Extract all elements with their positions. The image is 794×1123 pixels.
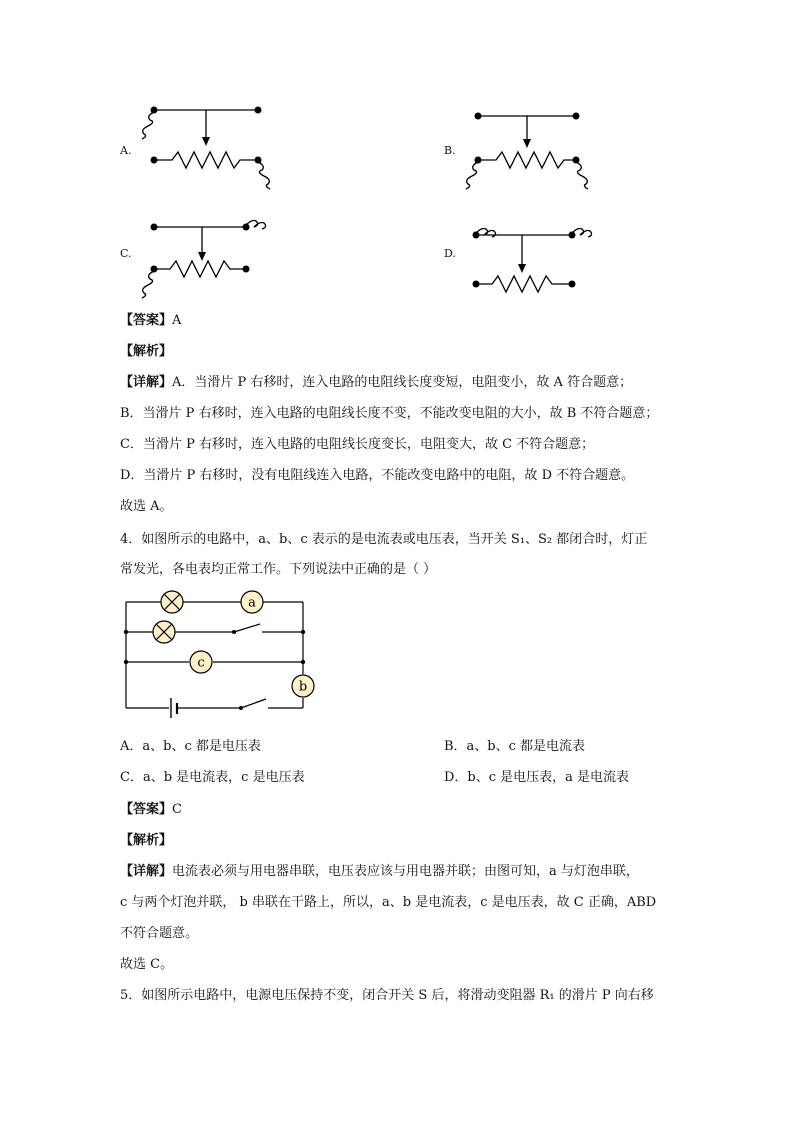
q4-analysis-label: 【解析】	[120, 833, 173, 848]
rheostat-diagram-a	[140, 100, 280, 195]
detail-text: A．当滑片 P 右移时，连入电路的电阻线长度变短，电阻变小，故 A 符合题意；	[172, 375, 633, 390]
q3-detail-line-2: B．当滑片 P 右移时，连入电路的电阻线长度不变，不能改变电阻的大小，故 B 不符合题意；	[120, 406, 659, 421]
detail-label: 【详解】	[120, 375, 173, 390]
q3-conclusion: 故选 A。	[120, 499, 173, 514]
lamp-icon	[153, 621, 175, 643]
q4-detail-line-2: c 与两个灯泡并联， b 串联在干路上，所以，a、b 是电流表，c 是电压表，故 C 正确，ABD	[120, 895, 657, 910]
answer-value: C	[172, 802, 182, 817]
q3-analysis-label: 【解析】	[120, 344, 173, 359]
q4-option-c: C．a、b 是电流表，c 是电压表	[120, 770, 305, 785]
detail-label: 【详解】	[120, 864, 173, 879]
q4-stem-line-2: 常发光，各电表均正常工作。下列说法中正确的是（ ）	[120, 562, 437, 577]
q4-option-a: A．a、b、c 都是电压表	[120, 739, 261, 754]
q4-detail-line-1	[120, 864, 639, 880]
q4-option-d: D．b、c 是电压表，a 是电流表	[444, 770, 630, 785]
option-a-label: A.	[120, 144, 132, 157]
q4-stem-line-1: 4．如图所示的电路中，a、b、c 表示的是电流表或电压表，当开关 S₁、S₂ 都闭合时，灯正	[120, 532, 648, 547]
meter-c-label: c	[197, 655, 205, 671]
answer-label: 【答案】	[120, 802, 173, 817]
option-c-label: C.	[120, 247, 132, 260]
q5-stem-line-1: 5．如图所示电路中，电源电压保持不变，闭合开关 S 后，将滑动变阻器 R₁ 的滑片 P 向右移	[120, 988, 654, 1003]
q3-detail-line-1	[120, 375, 632, 391]
q4-answer	[120, 802, 182, 818]
q4-detail-line-3: 不符合题意。	[120, 926, 199, 941]
option-b-label: B.	[444, 144, 456, 157]
q3-answer	[120, 313, 181, 329]
meter-b-label: b	[298, 679, 308, 695]
detail-text: 电流表必须与用电器串联，电压表应该与用电器并联；由图可知，a 与灯泡串联，	[172, 864, 639, 879]
option-d-label: D.	[444, 247, 456, 260]
q4-option-b: B．a、b、c 都是电流表	[444, 739, 586, 754]
q4-circuit-diagram	[120, 588, 315, 718]
meter-a-label: a	[248, 595, 256, 611]
lamp-icon	[161, 591, 183, 613]
q3-detail-line-3: C．当滑片 P 右移时，连入电路的电阻线长度变长，电阻变大，故 C 不符合题意；	[120, 437, 595, 452]
answer-value: A	[172, 313, 182, 328]
rheostat-diagram-b	[464, 100, 604, 195]
q4-conclusion: 故选 C。	[120, 957, 174, 972]
q3-detail-line-4: D．当滑片 P 右移时，没有电阻线连入电路，不能改变电路中的电阻，故 D 不符合题意。	[120, 468, 635, 483]
answer-label: 【答案】	[120, 313, 173, 328]
rheostat-diagram-c	[140, 205, 280, 300]
rheostat-diagram-d	[464, 205, 604, 300]
